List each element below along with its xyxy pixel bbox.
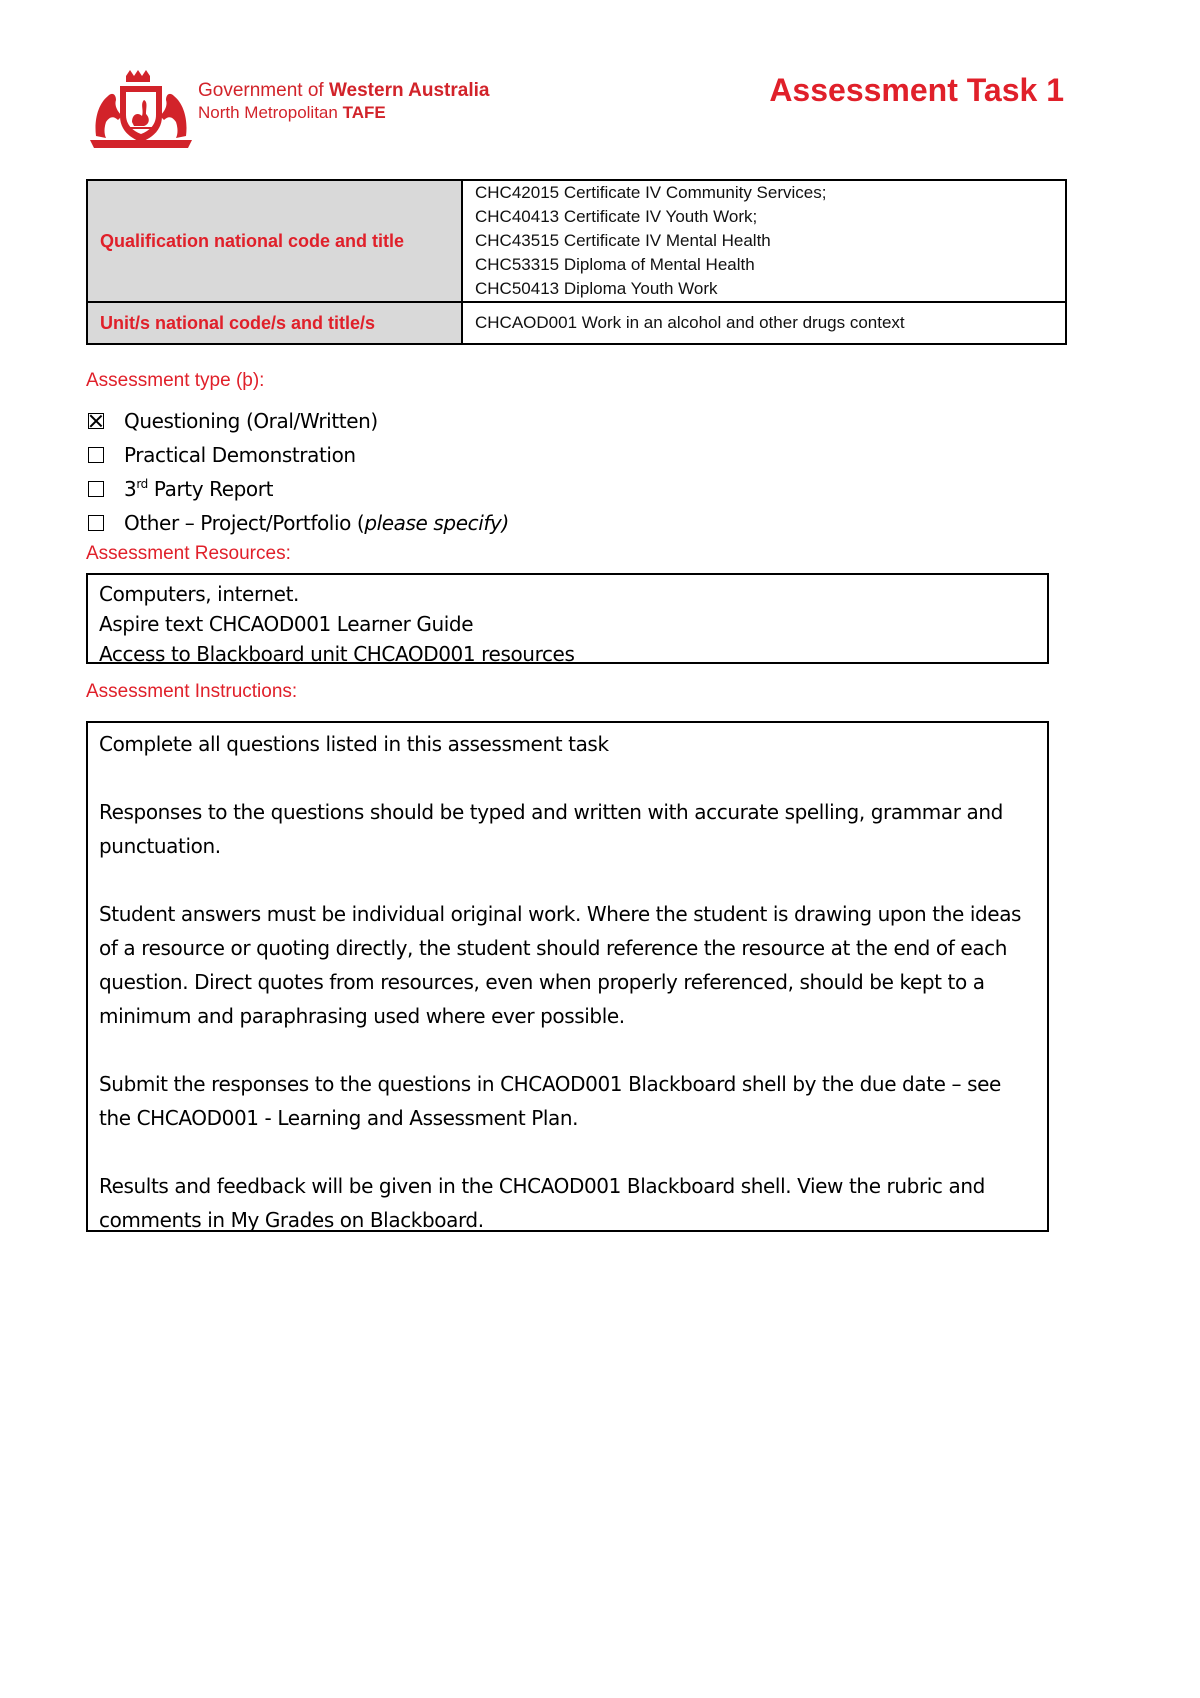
qualification-label: Qualification national code and title — [87, 180, 462, 302]
option-practical-demonstration — [88, 438, 509, 472]
checked-checkbox-icon[interactable] — [88, 413, 104, 429]
qualification-value: CHC43515 Certificate IV Mental Health — [475, 231, 771, 250]
resource-item: Aspire text CHCAOD001 Learner Guide — [99, 612, 474, 636]
option-label-prefix: Other – Project/Portfolio ( — [124, 511, 365, 535]
table-row — [87, 302, 1066, 344]
org-line-tafe — [198, 102, 489, 124]
qualification-table — [86, 179, 1067, 345]
instruction-paragraph: Results and feedback will be given in the CHCAOD001 Blackboard shell. View the rubric and comments in My Grades on Blackboard. — [99, 1174, 985, 1232]
page-header — [88, 70, 1088, 150]
assessment-type-options — [88, 404, 509, 540]
org-line2-prefix: North Metropolitan — [198, 103, 343, 122]
assessment-type-heading: Assessment type (þ): — [86, 370, 265, 391]
org-line1-prefix: Government of — [198, 80, 329, 101]
option-label: Questioning (Oral/Written) — [124, 409, 378, 433]
resources-heading: Assessment Resources: — [86, 543, 291, 564]
unchecked-checkbox-icon[interactable] — [88, 515, 104, 531]
unit-label: Unit/s national code/s and title/s — [87, 302, 462, 344]
instruction-paragraph: Complete all questions listed in this assessment task — [99, 732, 609, 756]
option-label-suffix: Party Report — [147, 477, 274, 501]
instruction-paragraph: Responses to the questions should be typed and written with accurate spelling, grammar and punctuation. — [99, 800, 1003, 858]
option-questioning — [88, 404, 509, 438]
qualification-value: CHC53315 Diploma of Mental Health — [475, 255, 755, 274]
option-label-italic: please specify) — [364, 511, 509, 535]
option-label: Practical Demonstration — [124, 443, 356, 467]
qualification-value: CHC40413 Certificate IV Youth Work; — [475, 207, 758, 226]
instructions-heading: Assessment Instructions: — [86, 681, 298, 702]
resource-item: Computers, internet. — [99, 582, 299, 606]
qualification-value: CHC42015 Certificate IV Community Services; — [475, 183, 827, 202]
instruction-paragraph: Submit the responses to the questions in CHCAOD001 Blackboard shell by the due date – see the CHCAOD001 - Learning and Assessment Plan. — [99, 1072, 1001, 1130]
org-line1-bold: Western Australia — [328, 80, 490, 101]
instructions-box — [86, 721, 1049, 1232]
qualification-values — [462, 180, 1066, 302]
unit-value: CHCAOD001 Work in an alcohol and other drugs context — [462, 302, 1066, 344]
unchecked-checkbox-icon[interactable] — [88, 481, 104, 497]
qualification-value: CHC50413 Diploma Youth Work — [475, 279, 718, 298]
resources-box — [86, 573, 1049, 664]
org-line-government — [198, 80, 489, 102]
option-other — [88, 506, 509, 540]
table-row — [87, 180, 1066, 302]
instruction-paragraph: Student answers must be individual original work. Where the student is drawing upon the ideas of a resource or quoting directly, the student should reference the resource at the end of each question. Direct quotes from resources, even when properly referenced, should be kept to a minimum and paraphrasing used where ever possible. — [99, 902, 1022, 1028]
option-label — [124, 477, 273, 501]
option-label-prefix: 3 — [124, 477, 137, 501]
page-title: Assessment Task 1 — [769, 72, 1064, 108]
organisation-name — [198, 80, 489, 124]
option-label-superscript: rd — [136, 477, 148, 491]
option-label — [124, 511, 509, 535]
resource-item: Access to Blackboard unit CHCAOD001 resources — [99, 642, 575, 666]
wa-coat-of-arms-icon — [88, 70, 194, 150]
unchecked-checkbox-icon[interactable] — [88, 447, 104, 463]
option-third-party-report — [88, 472, 509, 506]
org-line2-bold: TAFE — [342, 103, 386, 122]
